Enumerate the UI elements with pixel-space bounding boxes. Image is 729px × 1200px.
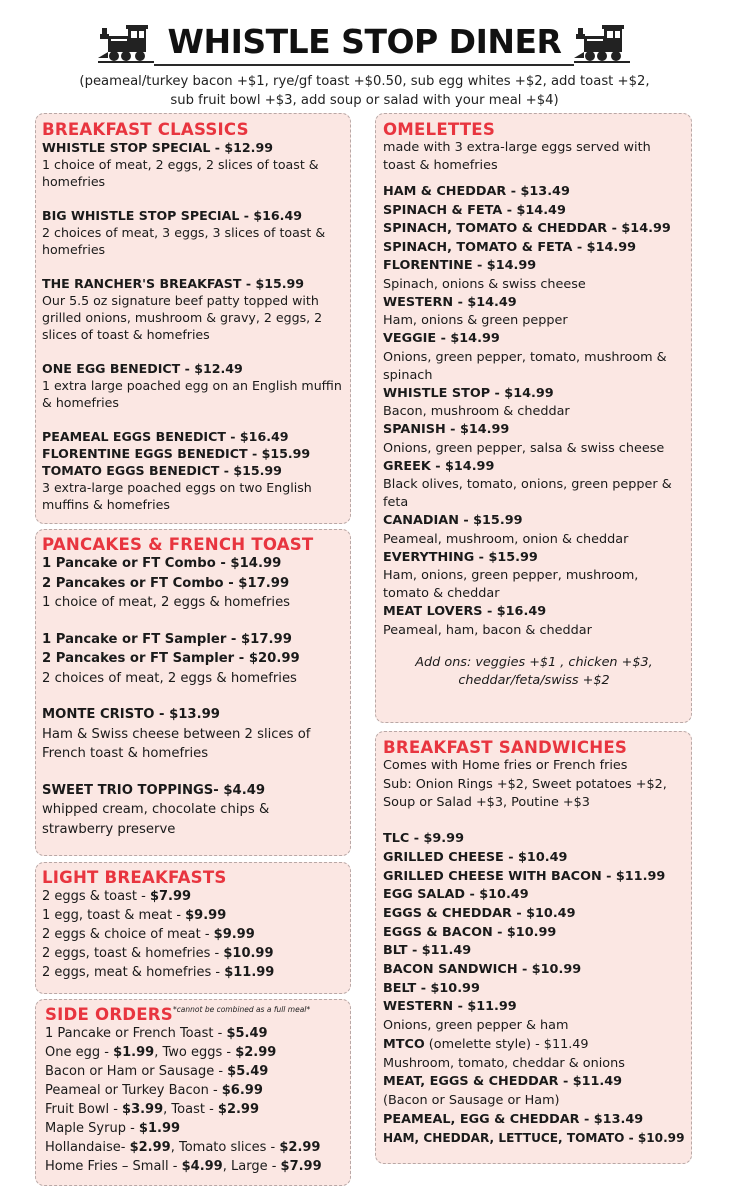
section-heading [45,1005,344,1024]
section-intro: Comes with Home fries or French fries [383,758,628,773]
list-item: Bacon or Ham or Sausage - $5.49 [45,1064,269,1079]
menu-item-desc: 1 choice of meat, 2 eggs & homefries [42,595,291,610]
menu-item-desc: Bacon, mushroom & cheddar [383,404,570,419]
menu-item-name: 2 Pancakes or FT Sampler - $20.99 [42,651,300,666]
menu-item-name: ONE EGG BENEDICT - $12.49 [42,361,243,376]
menu-item-name: PEAMEAL EGGS BENEDICT - $16.49 [42,429,289,444]
menu-item-name: BACON SANDWICH - $10.99 [383,962,582,978]
train-icon [574,20,630,64]
menu-item-desc: Ham, onions & green pepper [383,313,568,328]
list-item: Hollandaise- $2.99, Tomato slices - $2.99 [45,1140,321,1155]
list-item: Home Fries – Small - $4.99, Large - $7.99 [45,1159,322,1174]
menu-item-desc: Our 5.5 oz signature beef patty topped with grilled onions, mushroom & gravy, 2 eggs, 2 slices of toast & homefries [42,293,323,342]
side-orders-note: *cannot be combined as a full meal* [172,1005,311,1014]
menu-item-name: SPINACH & FETA - $14.49 [383,202,566,218]
menu-item-name: EVERYTHING - $15.99 [383,549,538,565]
section-heading: LIGHT BREAKFASTS [42,868,227,887]
breakfast-classics-section [35,113,351,524]
menu-item-desc: Onions, green pepper, tomato, mushroom & spinach [383,349,667,383]
menu-item-desc: Onions, green pepper, salsa & swiss cheese [383,440,665,456]
menu-item-name: BIG WHISTLE STOP SPECIAL - $16.49 [42,208,302,223]
omelettes-section [375,113,692,723]
list-item: 1 egg, toast & meat - $9.99 [42,908,227,923]
menu-item-name: GRILLED CHEESE - $10.49 [383,849,568,865]
menu-item-name: WHISTLE STOP SPECIAL - $12.99 [42,140,273,155]
menu-item-name: EGG SALAD - $10.49 [383,887,529,903]
section-intro: made with 3 extra-large eggs served with toast & homefries [383,140,651,173]
title-underline [154,64,574,66]
section-intro: Sub: Onion Rings +$2, Sweet potatoes +$2, [383,776,667,792]
menu-item-name: GREEK - $14.99 [383,458,495,474]
menu-item-name: MONTE CRISTO - $13.99 [42,707,220,722]
menu-item-name: GRILLED CHEESE WITH BACON - $11.99 [383,868,666,884]
menu-item-name: FLORENTINE - $14.99 [383,258,537,273]
menu-item-name: SPANISH - $14.99 [383,422,510,437]
menu-item-name: PEAMEAL, EGG & CHEDDAR - $13.49 [383,1111,644,1127]
menu-item-name: WESTERN - $14.49 [383,294,517,310]
menu-item-name: BLT - $11.49 [383,943,472,959]
menu-item-desc: 2 choices of meat, 3 eggs, 3 slices of toast & homefries [42,225,326,257]
menu-header [0,18,729,68]
menu-item-name: VEGGIE - $14.99 [383,331,500,346]
menu-item-name: BELT - $10.99 [383,980,480,996]
list-item: 2 eggs & choice of meat - $9.99 [42,927,255,942]
menu-item-desc: 1 extra large poached egg on an English muffin & homefries [42,378,342,410]
menu-item-name: HAM & CHEDDAR - $13.49 [383,184,570,199]
menu-item-desc: Ham & Swiss cheese between 2 slices of French toast & homefries [42,726,311,761]
list-item: 2 eggs, toast & homefries - $10.99 [42,946,274,961]
section-heading: PANCAKES & FRENCH TOAST [42,535,314,554]
menu-item-desc: whipped cream, chocolate chips & strawberry preserve [42,802,270,837]
omelette-addons: Add ons: veggies +$1 , chicken +$3, cheddar/feta/swiss +$2 [415,654,653,688]
menu-item-name: 1 Pancake or FT Combo - $14.99 [42,556,282,571]
menu-item-name: MEAT LOVERS - $16.49 [383,604,547,619]
menu-item-desc: 2 choices of meat, 2 eggs & homefries [42,670,297,686]
section-intro: Soup or Salad +$3, Poutine +$3 [383,795,590,811]
menu-item-desc: Mushroom, tomato, cheddar & onions [383,1055,625,1071]
menu-item-name: WHISTLE STOP - $14.99 [383,385,554,401]
list-item: 2 eggs & toast - $7.99 [42,889,192,904]
menu-item-name: SPINACH, TOMATO & FETA - $14.99 [383,239,637,255]
menu-item-desc: Peameal, ham, bacon & cheddar [383,622,592,638]
addons-line: sub fruit bowl +$3, add soup or salad with your meal +$4) [170,92,559,108]
menu-item-name: SWEET TRIO TOPPINGS- $4.49 [42,782,266,798]
menu-item-desc: 3 extra-large poached eggs on two English muffins & homefries [42,480,312,512]
breakfast-sandwiches-section [375,731,692,1164]
menu-item-name: WESTERN - $11.99 [383,999,517,1015]
list-item: One egg - $1.99, Two eggs - $2.99 [45,1045,277,1060]
list-item: Peameal or Turkey Bacon - $6.99 [45,1083,263,1098]
list-item: Maple Syrup - $1.99 [45,1121,181,1136]
side-orders-section [35,999,351,1186]
menu-item-name: EGGS & CHEDDAR - $10.49 [383,905,576,921]
menu-item-name: TOMATO EGGS BENEDICT - $15.99 [42,463,282,478]
menu-item-desc: Black olives, tomato, onions, green pepper & feta [383,477,672,510]
menu-item-name: THE RANCHER'S BREAKFAST - $15.99 [42,276,305,291]
light-breakfasts-section [35,862,351,994]
menu-item-name: TLC - $9.99 [383,831,464,847]
menu-item-name: CANADIAN - $15.99 [383,513,523,528]
menu-item-desc: Peameal, mushroom, onion & cheddar [383,531,629,547]
section-heading: BREAKFAST CLASSICS [42,120,249,139]
pancakes-section [35,529,351,856]
page-title: WHISTLE STOP DINER [167,22,562,61]
menu-item-name: EGGS & BACON - $10.99 [383,924,557,940]
menu-item-desc: (Bacon or Sausage or Ham) [383,1092,560,1108]
menu-item-name: FLORENTINE EGGS BENEDICT - $15.99 [42,446,311,461]
section-heading: BREAKFAST SANDWICHES [383,738,628,757]
menu-item-name: MEAT, EGGS & CHEDDAR - $11.49 [383,1074,623,1090]
list-item: Fruit Bowl - $3.99, Toast - $2.99 [45,1102,260,1117]
menu-item-name: 2 Pancakes or FT Combo - $17.99 [42,575,290,591]
section-heading-text: SIDE ORDERS [45,1005,173,1024]
global-addons [0,73,729,110]
menu-item-desc: Onions, green pepper & ham [383,1018,569,1034]
menu-item-desc: Spinach, onions & swiss cheese [383,276,586,292]
menu-item-desc: Ham, onions, green pepper, mushroom, tomato & cheddar [383,568,639,601]
menu-item-name: SPINACH, TOMATO & CHEDDAR - $14.99 [383,221,671,236]
section-heading: OMELETTES [383,120,495,139]
menu-item-name: MTCO (omelette style) - $11.49 [383,1036,589,1052]
list-item: 1 Pancake or French Toast - $5.49 [45,1026,268,1041]
addons-line: (peameal/turkey bacon +$1, rye/gf toast +$0.50, sub egg whites +$2, add toast +$2, [79,74,650,89]
menu-item-desc: 1 choice of meat, 2 eggs, 2 slices of toast & homefries [42,157,319,189]
list-item: 2 eggs, meat & homefries - $11.99 [42,965,275,980]
menu-item-name: 1 Pancake or FT Sampler - $17.99 [42,631,292,647]
menu-item-name: HAM, CHEDDAR, LETTUCE, TOMATO - $10.99 [383,1131,685,1146]
